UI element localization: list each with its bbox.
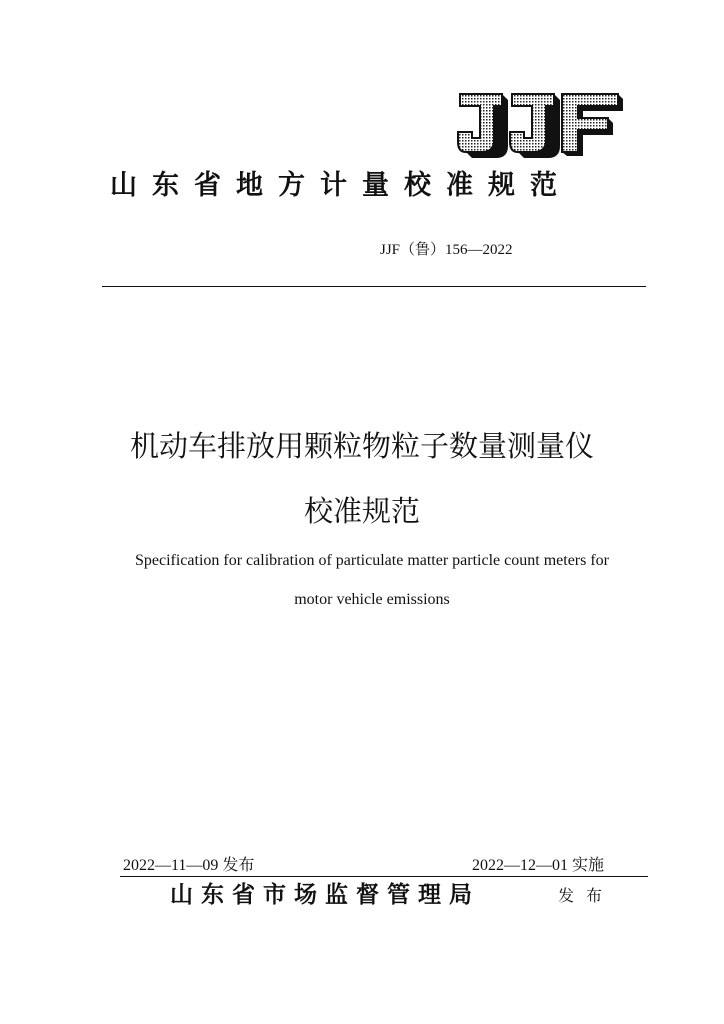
issue-date: 2022—11—09 发布 xyxy=(123,857,255,874)
top-divider xyxy=(102,286,646,287)
publish-label: 发布 xyxy=(558,886,615,905)
issuer-name: 山东省地方计量校准规范 xyxy=(110,170,572,201)
jjf-logo-icon xyxy=(456,92,624,158)
title-english-line-2: motor vehicle emissions xyxy=(294,591,450,608)
document-number: JJF（鲁）156—2022 xyxy=(380,242,513,258)
effective-date: 2022—12—01 实施 xyxy=(472,857,605,874)
title-english-line-1: Specification for calibration of particulate matter particle count meters for xyxy=(134,552,609,569)
publisher-name: 山东省市场监督管理局 xyxy=(170,882,480,908)
title-chinese-line-2: 校准规范 xyxy=(303,494,420,528)
title-chinese-line-1: 机动车排放用颗粒物粒子数量测量仪 xyxy=(129,429,594,463)
